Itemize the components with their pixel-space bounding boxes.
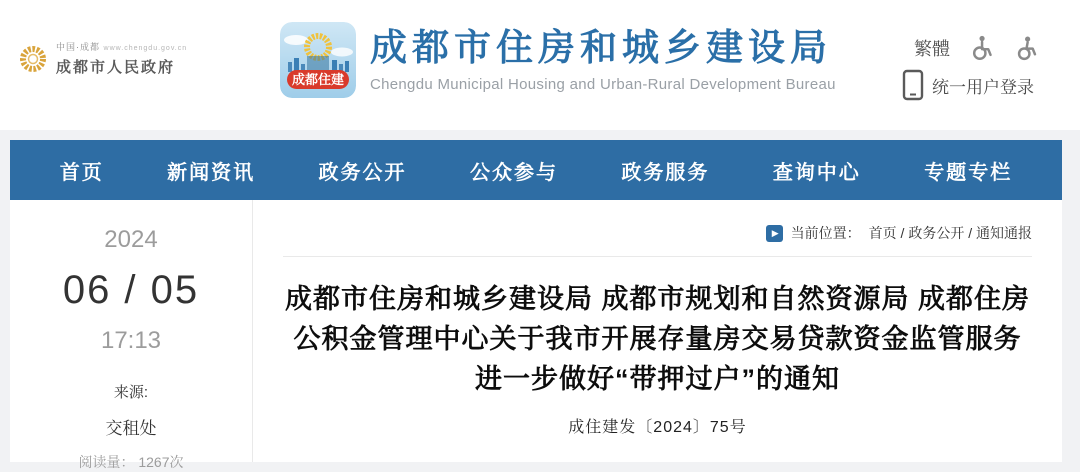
breadcrumb-label: 当前位置：	[790, 225, 861, 241]
article-title-line-2: 公积金管理中心关于我市开展存量房交易贷款资金监管服务	[293, 324, 1022, 354]
nav-item-home[interactable]: 首页	[59, 161, 104, 184]
elderly-accessibility-icon[interactable]	[1013, 34, 1040, 61]
breadcrumb-divider	[283, 256, 1032, 257]
article-year: 2024	[104, 226, 158, 253]
bureau-app-icon	[280, 22, 356, 98]
gov-portal-cn: 中国·成都	[56, 42, 100, 52]
accessibility-wheelchair-icon[interactable]	[968, 34, 995, 61]
article-meta-sidebar	[10, 200, 253, 470]
play-icon: ▶	[766, 225, 783, 242]
article-source-label: 来源:	[113, 384, 149, 401]
article-view-count	[10, 452, 252, 472]
article-main	[253, 200, 1062, 462]
bureau-subtitle: Chengdu Municipal Housing and Urban-Rural Development Bureau	[370, 75, 836, 93]
article-title-line-1: 成都市住房和城乡建设局 成都市规划和自然资源局 成都住房	[284, 284, 1030, 314]
header-tools	[902, 34, 1052, 101]
article-source-value: 交租处	[105, 419, 157, 438]
article-date: 06 / 05	[62, 268, 200, 312]
document-number: 成住建发〔2024〕75号	[568, 419, 747, 436]
nav-item-public[interactable]: 公众参与	[469, 161, 558, 184]
article-panel	[10, 200, 1062, 470]
nav-item-gov-info[interactable]: 政务公开	[318, 161, 407, 184]
unified-login[interactable]	[902, 69, 1052, 101]
header-tools-row1	[914, 34, 1052, 61]
site-header	[0, 0, 1080, 130]
traditional-chinese-toggle[interactable]: 繁體	[914, 38, 950, 59]
gov-portal-logo[interactable]	[18, 40, 187, 77]
gov-portal-url: www.chengdu.gov.cn	[103, 45, 188, 52]
article-time: 17:13	[100, 327, 162, 354]
mobile-phone-icon	[902, 69, 924, 101]
breadcrumb	[283, 223, 1032, 243]
nav-item-services[interactable]: 政务服务	[621, 161, 710, 184]
article-title	[283, 279, 1032, 399]
gov-portal-text	[56, 40, 187, 77]
gov-portal-tagline	[56, 40, 187, 53]
nav-item-query[interactable]: 查询中心	[772, 161, 861, 184]
gov-emblem-icon	[18, 44, 48, 74]
unified-login-label: 统一用户登录	[932, 77, 1034, 97]
bureau-logo[interactable]	[280, 22, 836, 98]
nav-item-topics[interactable]: 专题专栏	[924, 161, 1013, 184]
bureau-title-block	[370, 27, 836, 93]
gov-portal-name: 成都市人民政府	[56, 60, 176, 76]
article-views-label: 阅读量：	[78, 454, 135, 470]
article-views-value: 1267次	[138, 454, 184, 470]
article-title-line-3: 进一步做好“带押过户”的通知	[475, 364, 840, 394]
breadcrumb-path[interactable]: 首页 / 政务公开 / 通知通报	[868, 225, 1032, 241]
main-navigation	[10, 140, 1062, 200]
bureau-title: 成都市住房和城乡建设局	[370, 27, 832, 69]
bureau-app-icon-label: 成都住建	[291, 72, 345, 87]
nav-item-news[interactable]: 新闻资讯	[167, 161, 256, 184]
